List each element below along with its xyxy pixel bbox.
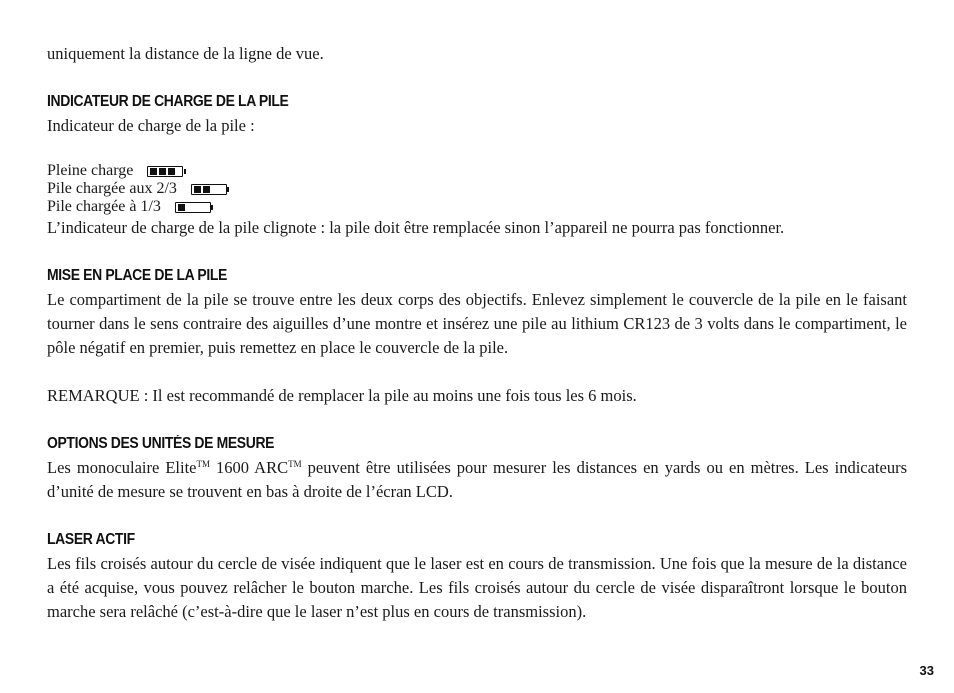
battery-level-label: Pile chargée aux 2/3 bbox=[47, 180, 177, 197]
battery-level-one-third bbox=[47, 198, 907, 216]
laser-heading: LASER ACTIF bbox=[47, 531, 135, 548]
trademark-mark: TM bbox=[288, 459, 302, 469]
units-heading: OPTIONS DES UNITÉS DE MESURE bbox=[47, 435, 275, 452]
battery-level-two-thirds bbox=[47, 180, 907, 198]
units-text-1: Les monoculaire Elite bbox=[47, 458, 197, 477]
units-text-2: 1600 ARC bbox=[210, 458, 289, 477]
install-heading: MISE EN PLACE DE LA PILE bbox=[47, 267, 227, 284]
battery-heading: INDICATEUR DE CHARGE DE LA PILE bbox=[47, 93, 289, 110]
battery-full-icon bbox=[147, 166, 186, 177]
battery-level-label: Pile chargée à 1/3 bbox=[47, 198, 161, 215]
trademark-mark: TM bbox=[196, 459, 211, 469]
page-number: 33 bbox=[919, 663, 934, 678]
battery-intro: Indicateur de charge de la pile : bbox=[47, 116, 255, 135]
battery-level-label: Pleine charge bbox=[47, 162, 134, 179]
units-text-3: peuvent être utilisées pour mesurer les distances en yards ou en mètres. Les indicateurs d’unité de mesure se trouvent en bas à droite de l’écran LCD. bbox=[47, 458, 907, 501]
laser-body: Les fils croisés autour du cercle de visée indiquent que le laser est en cours de transmission. Une fois que la mesure de la distance a été acquise, vous pouvez relâcher le bouton marche. Les fils croisés autour du cercle de visée disparaîtront lorsque le bouton marche sera relâché (c’est-à-dire que le laser n’est plus en cours de transmission). bbox=[47, 554, 907, 621]
battery-blink-note: L’indicateur de charge de la pile clignote : la pile doit être remplacée sinon l’appareil ne pourra pas fonctionner. bbox=[47, 218, 785, 237]
page-content bbox=[47, 42, 907, 624]
intro-line: uniquement la distance de la ligne de vue. bbox=[47, 44, 324, 63]
battery-one-third-icon bbox=[175, 202, 214, 213]
install-body: Le compartiment de la pile se trouve entre les deux corps des objectifs. Enlevez simplement le couvercle de la pile en le faisant tourner dans le sens contraire des aiguilles d’une montre et insérez une pile au lithium CR123 de 3 volts dans le compartiment, le pôle négatif en premier, puis remettez en place le couvercle de la pile. bbox=[47, 290, 907, 357]
units-body bbox=[47, 456, 907, 504]
battery-level-full bbox=[47, 162, 907, 180]
battery-two-thirds-icon bbox=[191, 184, 230, 195]
install-remark: REMARQUE : Il est recommandé de remplacer la pile au moins une fois tous les 6 mois. bbox=[47, 386, 637, 405]
